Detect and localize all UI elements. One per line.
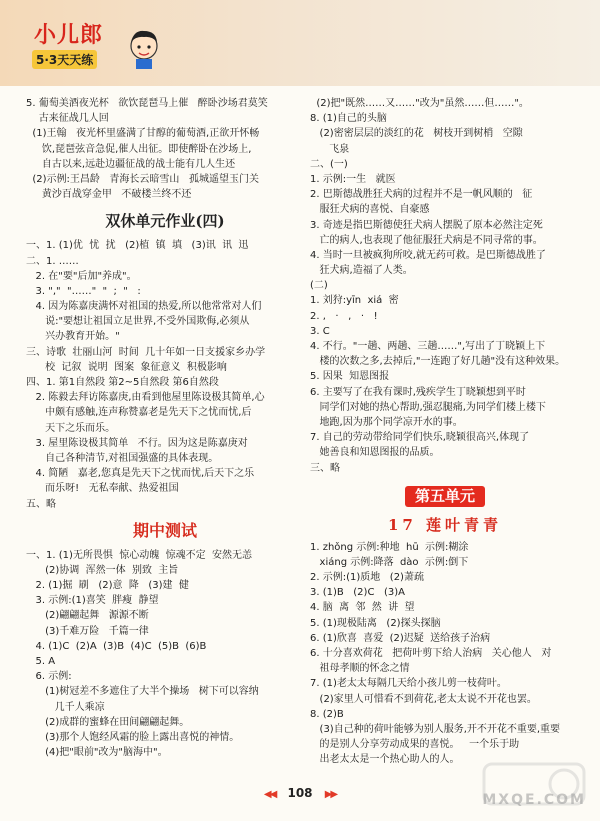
- answer-line: (2)示例:王昌龄 青海长云暗雪山 孤城遥望玉门关: [26, 173, 259, 185]
- answer-line: 6. (1)欣喜 喜爱 (2)迟疑 送给孩子治病: [310, 632, 491, 644]
- answer-line: 3. 示例:(1)喜笑 胖瘦 静望: [26, 595, 159, 607]
- answer-line: 地跑,因为那个同学凉开水的事。: [310, 416, 463, 428]
- answer-line: 2. 示例:(1)质地 (2)萧疏: [310, 572, 424, 584]
- answer-line: 说:"要想让祖国立足世界,不受外国欺侮,必须从: [26, 316, 250, 328]
- answer-line: (3)千难万险 千篇一律: [26, 625, 149, 637]
- left-column: [26, 96, 304, 760]
- page-number: 108: [287, 786, 313, 800]
- answer-line: 出老太太是一个热心助人的人。: [310, 754, 460, 766]
- answer-line: 三、诗歌 壮丽山河 时间 几十年如一日支援家乡办学: [26, 346, 266, 358]
- answer-line: (1)王翰 夜光杯里盛满了甘醇的葡萄酒,正欲开怀畅: [26, 128, 260, 140]
- midterm-answers: [26, 548, 304, 761]
- unit-title: 第五单元: [405, 486, 485, 507]
- answer-line: 2. , · , · !: [310, 310, 378, 322]
- answer-line: 5. A: [26, 656, 56, 667]
- answer-line: (1)树冠差不多遮住了大半个操场 树下可以容纳: [26, 686, 259, 698]
- prev-arrows-icon: ◀◀: [263, 789, 276, 800]
- answer-line: (二): [310, 280, 328, 292]
- answer-line: 天下之乐而乐。: [26, 422, 116, 434]
- answer-line: 楼的次数之多,去掉后,"一连跑了好几趟"没有这种效果。: [310, 356, 566, 368]
- answer-line: (2)家里人可惜看不到荷花,老太太说不开花也罢。: [310, 693, 537, 705]
- answer-line: 服狂犬病的喜悦、自豪感: [310, 204, 430, 216]
- answer-line: 几千人乘凉: [26, 701, 105, 713]
- answer-line: 黄沙百战穿金甲 不破楼兰终不还: [26, 189, 192, 201]
- answer-line: 二、1. ……: [26, 255, 79, 267]
- answer-line: (2)协调 浑然一体 别致 主旨: [26, 564, 179, 576]
- next-arrows-icon: ▶▶: [324, 789, 337, 800]
- answer-line: 五、略: [26, 498, 56, 510]
- answer-line: (2)把"既然……又……"改为"虽然……但……"。: [310, 98, 529, 109]
- answer-line: 兴办教育开始。": [26, 331, 120, 343]
- answer-line: (3)那个人饱经风霜的脸上露出喜悦的神情。: [26, 731, 240, 743]
- brand-logo: [30, 18, 150, 74]
- answer-line: (2)密密层层的淡红的花 树枝开到树梢 空隙: [310, 128, 523, 140]
- section-title-midterm: 期中测试: [132, 520, 197, 540]
- answer-line: 1. zhǒng 示例:种地 hū 示例:糊涂: [310, 541, 469, 553]
- answer-line: 古来征战几人回: [26, 113, 109, 125]
- answer-line: 1. 示例:一生 就医: [310, 173, 396, 185]
- answer-line: 飞泉: [310, 143, 350, 155]
- answer-line: 2. 陈毅去拜访陈嘉庚,由看到他屋里陈设极其简单,心: [26, 392, 265, 404]
- answer-line: 四、1. 第1自然段 第2~5自然段 第6自然段: [26, 377, 219, 388]
- lesson-answers: [310, 540, 580, 768]
- answer-line: 4. 脑 离 邻 然 讲 望: [310, 602, 415, 614]
- answer-line: 3. C: [310, 325, 330, 337]
- answer-line: (2)翩翩起舞 源源不断: [26, 610, 149, 622]
- answer-line: xiáng 示例:降落 dào 示例:倒下: [310, 556, 469, 568]
- answer-line: 饮,琵琶弦音急促,催人出征。即使醉卧在沙场上,: [26, 143, 252, 155]
- answer-line: 5. 因果 知恩图报: [310, 371, 390, 383]
- answer-line: 狂犬病,造福了人类。: [310, 265, 413, 277]
- answer-line: 1. 刘狩:yīn xiá 密: [310, 295, 399, 307]
- answer-line: 自己各种清节,对祖国强盛的具体表现。: [26, 452, 219, 464]
- mascot-icon: [126, 26, 162, 70]
- answer-line: (3)自己种的荷叶能够为别人服务,开不开花不重要,重要: [310, 723, 561, 735]
- right-column: [310, 96, 580, 768]
- answer-line: 5. 葡萄美酒夜光杯 欲饮琵琶马上催 醉卧沙场君莫笑: [26, 98, 268, 109]
- answer-line: 6. 主要写了在我有课时,残疾学生丁晓颖想到平时: [310, 386, 526, 398]
- answer-line: 2. (1)掘 刷 (2)意 降 (3)建 健: [26, 580, 189, 592]
- answer-line: 自古以来,远赴边疆征战的战士能有几人生还: [26, 158, 236, 170]
- answer-line: 而乐呀! 无私奉献、热爱祖国: [26, 483, 179, 495]
- answer-line: 4. 不行。"一趟、两趟、三趟……",写出了丁晓颖上下: [310, 341, 546, 352]
- answer-line: 5. (1)现极陆离 (2)探头探脑: [310, 617, 441, 629]
- answer-line: 一、1. (1)优 忧 扰 (2)植 镇 填 (3)讯 讯 迅: [26, 240, 249, 252]
- answer-line: 同学们对她的热心帮助,强忍腿痛,为同学们楼上楼下: [310, 401, 546, 413]
- page-header: [0, 0, 600, 86]
- answer-line: 7. 自己的劳动带给同学们快乐,晓颖很高兴,体现了: [310, 432, 530, 444]
- homework-answers: [26, 238, 304, 511]
- answer-line: 三、略: [310, 462, 340, 474]
- answer-line: 二、(一): [310, 158, 348, 170]
- answer-line: 3. "," "……" " ; " :: [26, 285, 141, 297]
- left-top-block: [26, 96, 304, 202]
- answer-line: 一、1. (1)无所畏惧 惊心动魄 惊魂不定 安然无恙: [26, 549, 252, 561]
- answer-line: 祖母孝顺的怀念之情: [310, 663, 410, 675]
- answer-line: 2. 在"要"后加"养成"。: [26, 270, 137, 282]
- series-label: 5·3天天练: [32, 50, 97, 69]
- answer-line: 7. (1)老太太每隔几天给小孩儿剪一枝荷叶。: [310, 678, 507, 690]
- unit-header: [310, 486, 580, 512]
- answer-line: 4. (1)C (2)A (3)B (4)C (5)B (6)B: [26, 640, 207, 652]
- right-top-block: [310, 96, 580, 476]
- answer-line: 亡的病人,也表现了他征服狂犬病是不同寻常的事。: [310, 234, 543, 246]
- answer-line: 校 记叙 说明 图案 象征意义 积极影响: [26, 361, 227, 373]
- answer-line: 3. (1)B (2)C (3)A: [310, 587, 405, 599]
- brand-title: 小儿郎: [34, 22, 104, 48]
- answer-line: 6. 十分喜欢荷花 把荷叶剪下给人治病 关心他人 对: [310, 648, 552, 659]
- answer-line: (2)成群的蜜蜂在田间翩翩起舞。: [26, 716, 190, 728]
- answer-line: 的是别人分享劳动成果的喜悦。 一个乐于助: [310, 739, 520, 751]
- answer-line: 2. 巴斯德战胜狂犬病的过程并不是一帆风顺的 征: [310, 189, 533, 201]
- answer-line: 4. 当时一旦被疯狗所咬,就无药可救。是巴斯德战胜了: [310, 249, 546, 261]
- lesson-title: 17 莲叶青青: [387, 515, 503, 534]
- answer-line: 4. 简陋 嘉老,您真是先天下之忧而忧,后天下之乐: [26, 468, 255, 480]
- section-title-homework: 双休单元作业(四): [105, 212, 225, 231]
- answer-line: 6. 示例:: [26, 671, 72, 683]
- page-footer: [0, 786, 600, 800]
- answer-line: 8. (1)自己的头脑: [310, 113, 387, 125]
- answer-line: 她善良和知恩图报的品质。: [310, 447, 440, 459]
- answer-line: (4)把"眼前"改为"脑海中"。: [26, 747, 168, 759]
- answer-line: 中颇有感触,连声称赞嘉老是先天下之忧而忧,后: [26, 407, 252, 419]
- answer-line: 3. 奇迹是指巴斯德使狂犬病人摆脱了原本必然注定死: [310, 219, 543, 231]
- answer-line: 8. (2)B: [310, 708, 344, 720]
- answer-line: 3. 屋里陈设极其简单 不行。因为这是陈嘉庚对: [26, 437, 248, 449]
- answer-line: 4. 因为陈嘉庚满怀对祖国的热爱,所以他常常对人们: [26, 301, 262, 313]
- watermark-text: MXQE.COM: [482, 792, 586, 808]
